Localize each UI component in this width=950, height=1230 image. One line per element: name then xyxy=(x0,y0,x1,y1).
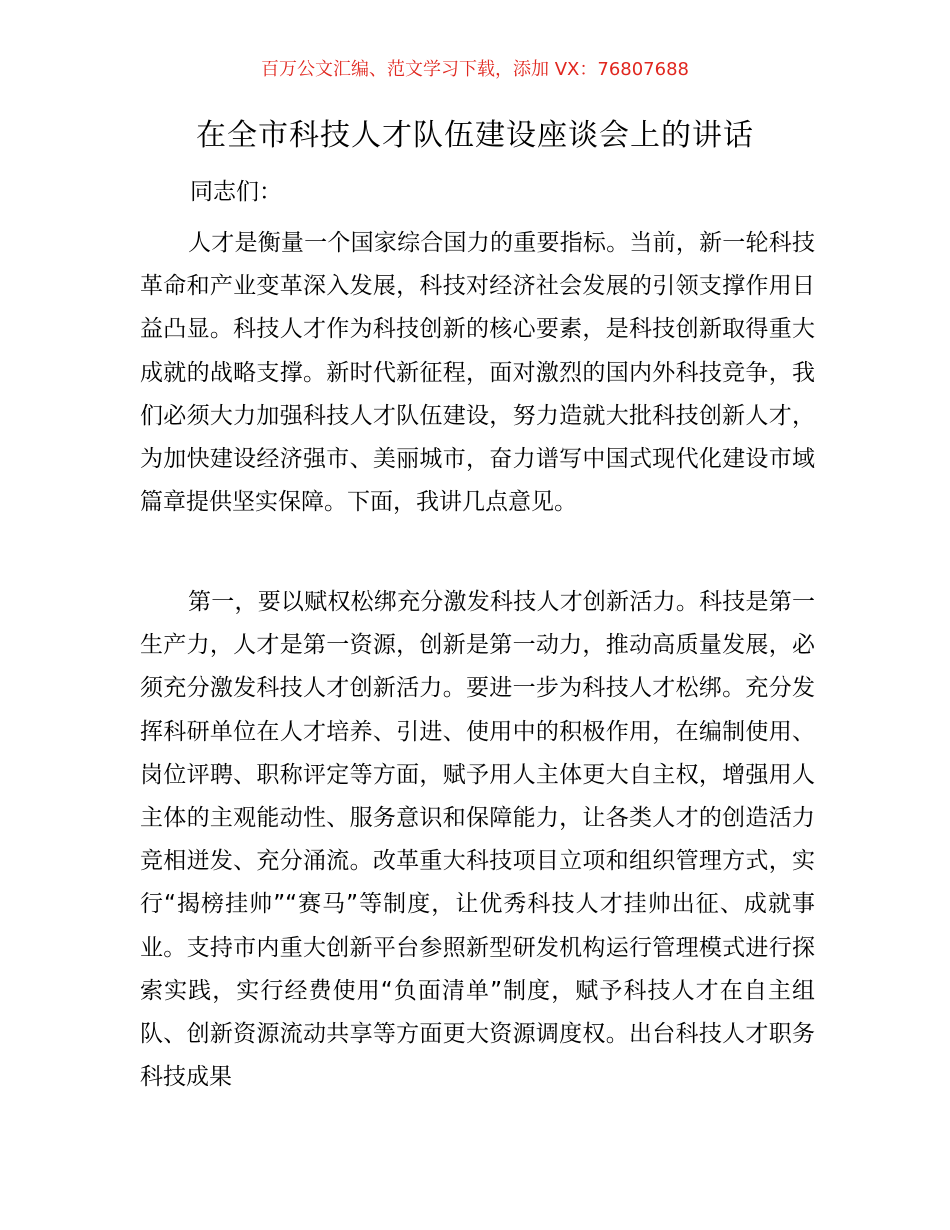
promo-header: 百万公文汇编、范文学习下载，添加 VX：76807688 xyxy=(261,59,689,80)
salutation: 同志们： xyxy=(190,179,282,205)
document-title: 在全市科技人才队伍建设座谈会上的讲话 xyxy=(196,118,754,153)
body-paragraph-1: 人才是衡量一个国家综合国力的重要指标。当前，新一轮科技革命和产业变革深入发展，科技对经济社会发展的引领支撑作用日益凸显。科技人才作为科技创新的核心要素，是科技创新取得重大成就的战略支撑。新时代新征程，面对激烈的国内外科技竞争，我们必须大力加强科技人才队伍建设，努力造就大批科技创新人才，为加快建设经济强市、美丽城市，奋力谱写中国式现代化建设市域篇章提供坚实保障。下面，我讲几点意见。 xyxy=(140,230,815,516)
body-paragraph-2: 第一，要以赋权松绑充分激发科技人才创新活力。科技是第一生产力，人才是第一资源，创新是第一动力，推动高质量发展，必须充分激发科技人才创新活力。要进一步为科技人才松绑。充分发挥科研单位在人才培养、引进、使用中的积极作用，在编制使用、岗位评聘、职称评定等方面，赋予用人主体更大自主权，增强用人主体的主观能动性、服务意识和保障能力，让各类人才的创造活力竞相迸发、充分涌流。改革重大科技项目立项和组织管理方式，实行“揭榜挂帅”“赛马”等制度，让优秀科技人才挂帅出征、成就事业。支持市内重大创新平台参照新型研发机构运行管理模式进行探索实践，实行经费使用“负面清单”制度，赋予科技人才在自主组队、创新资源流动共享等方面更大资源调度权。出台科技人才职务科技成果 xyxy=(140,589,815,1091)
